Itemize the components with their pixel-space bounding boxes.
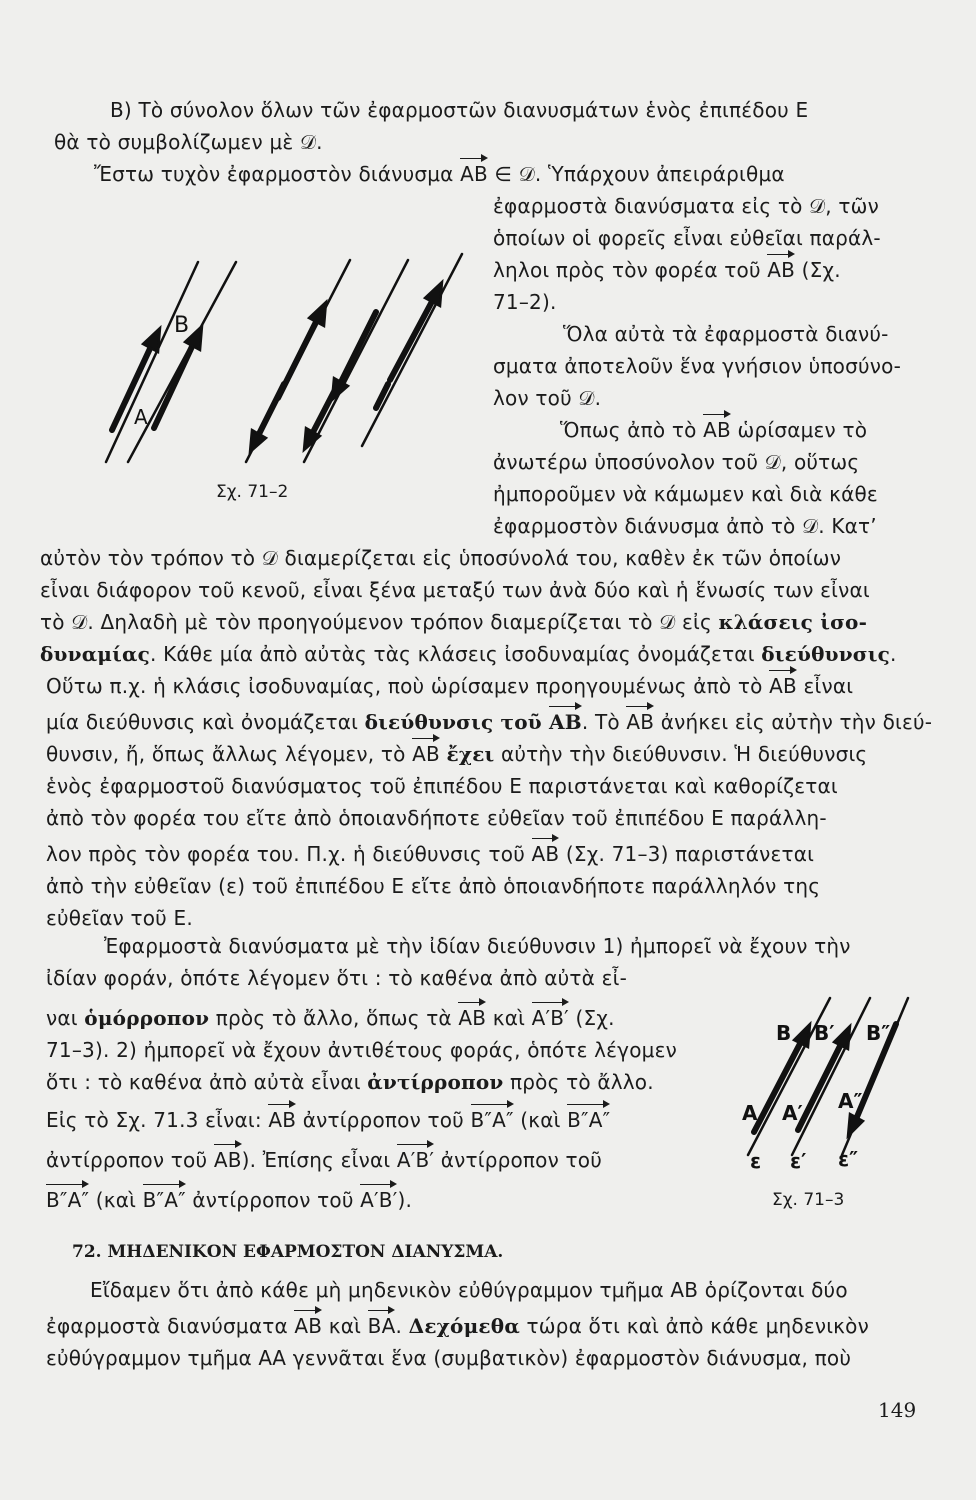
vector-B2A2: B″A″: [142, 1188, 186, 1212]
text-line: ἰδίαν φοράν, ὁπότε λέγομεν ὅτι : τὸ καθένα ἀπὸ αὐτὰ εἶ-: [46, 966, 627, 990]
arrowhead-down-icon: [250, 430, 266, 452]
text-line: Ὅλα αὐτὰ τὰ ἐφαρμοστὰ διανύ-: [563, 322, 889, 346]
arrowhead-up-icon: [425, 282, 442, 306]
text-line: ἐφαρμοστὸν διάνυσμα ἀπὸ τὸ 𝒟. Κατ’: [493, 514, 877, 538]
label-B2: B″: [866, 1021, 891, 1045]
vector-AB: AB: [460, 162, 488, 186]
text-line: ληλοι πρὸς τὸν φορέα τοῦ AB (Σχ.: [493, 258, 841, 282]
vector-AB: AB: [412, 742, 440, 766]
text-line: Β) Τὸ σύνολον ὅλων τῶν ἐφαρμοστῶν διανυσμάτων ἑνὸς ἐπιπέδου Ε: [110, 98, 809, 122]
text-line: ἠμποροῦμεν νὰ κάμωμεν καὶ διὰ κάθε: [493, 482, 878, 506]
section-heading: 72. ΜΗΔΕΝΙΚΟΝ ΕΦΑΡΜΟΣΤΟΝ ΔΙΑΝΥΣΜΑ.: [72, 1242, 504, 1262]
text-line: Εἴδαμεν ὅτι ἀπὸ κάθε μὴ μηδενικὸν εὐθύγραμμον τμῆμα ΑΒ ὁρίζονται δύο: [90, 1278, 848, 1302]
carrier-line: [304, 260, 408, 462]
text-line: ἀπὸ τὴν εὐθεῖαν (ε) τοῦ ἐπιπέδου Ε εἴτε ἀπὸ ὁποιανδήποτε παράλληλόν της: [46, 874, 821, 898]
text-line: Ἔστω τυχὸν ἐφαρμοστὸν διάνυσμα AB ∈ 𝒟. Ὑπάρχουν ἀπειράριθμα: [94, 162, 785, 186]
label-A: A: [134, 405, 148, 429]
text-line: ἀπὸ τὸν φορέα του εἴτε ἀπὸ ὁποιανδήποτε εὐθεῖαν τοῦ ἐπιπέδου Ε παράλλη-: [46, 806, 827, 830]
vector-shaft: [256, 384, 284, 440]
label-A2: A″: [838, 1089, 863, 1113]
vector-A1B1: A′B′: [396, 1148, 435, 1172]
carrier-line: [362, 254, 462, 446]
figure-caption: Σχ. 71–3: [772, 1190, 845, 1210]
vector-AB: AB: [531, 842, 560, 866]
text-line: εὐθύγραμμον τμῆμα ΑΑ γεννᾶται ἕνα (συμβατικὸν) ἐφαρμοστὸν διάνυσμα, ποὺ: [46, 1346, 852, 1370]
text-line: τὸ 𝒟. Δηλαδὴ μὲ τὸν προηγούμενον τρόπον διαμερίζεται τὸ 𝒟 εἰς κλάσεις ἰσο-: [40, 610, 868, 634]
label-e1: ε′: [790, 1149, 807, 1173]
text-line: λον τοῦ 𝒟.: [493, 386, 602, 410]
vector-shaft: [154, 338, 196, 428]
label-A1: A′: [782, 1101, 803, 1125]
vector-shaft: [338, 312, 376, 388]
figure-71-2: [70, 240, 490, 500]
vector-A1B1: A′B′: [531, 1006, 569, 1030]
text-line: δυναμίας. Κάθε μία ἀπὸ αὐτὰς τὰς κλάσεις ἰσοδυναμίας ὀνομάζεται διεύθυνσις.: [40, 642, 897, 666]
text-line: Ἐφαρμοστὰ διανύσματα μὲ τὴν ἰδίαν διεύθυνσιν 1) ἠμπορεῖ νὰ ἔχουν τὴν: [104, 934, 851, 958]
vector-shaft: [798, 1038, 844, 1130]
vector-AB: AB: [294, 1314, 323, 1338]
text-line: σματα ἀποτελοῦν ἕνα γνήσιον ὑποσύνο-: [493, 354, 901, 378]
vector-AB: AB: [213, 1148, 242, 1172]
text-line: λον πρὸς τὸν φορέα του. Π.χ. ἡ διεύθυνσις τοῦ AB (Σχ. 71–3) παριστάνεται: [46, 842, 815, 866]
text-line: ἐφαρμοστὰ διανύσματα AB καὶ BA. Δεχόμεθα τώρα ὅτι καὶ ἀπὸ κάθε μηδενικὸν: [46, 1314, 869, 1338]
vector-BA: BA: [367, 1314, 396, 1338]
label-B: B: [174, 313, 190, 338]
text-line: 71–2).: [493, 290, 557, 314]
page-number: 149: [878, 1398, 917, 1422]
arrowhead-down-icon: [848, 1114, 863, 1136]
vector-shaft: [390, 294, 436, 380]
text-line: B″A″ (καὶ B″A″ ἀντίρροπον τοῦ A′B′).: [46, 1188, 413, 1212]
text-line: ὁποίων οἱ φορεῖς εἶναι εὐθεῖαι παράλ-: [493, 226, 881, 250]
text-line: θὰ τὸ συμβολίζωμεν μὲ 𝒟.: [54, 130, 323, 154]
figure-caption: Σχ. 71–2: [216, 482, 289, 502]
text-line: εὐθεῖαν τοῦ Ε.: [46, 906, 193, 930]
text-line: Οὕτω π.χ. ἡ κλάσις ἰσοδυναμίας, ποὺ ὡρίσαμεν προηγουμένως ἀπὸ τὸ AB εἶναι: [46, 674, 854, 698]
text-line: ἀνωτέρω ὑποσύνολον τοῦ 𝒟, οὕτως: [493, 450, 860, 474]
text-line: Εἰς τὸ Σχ. 71.3 εἶναι: AB ἀντίρροπον τοῦ B″A″ (καὶ B″A″: [46, 1108, 611, 1132]
vector-shaft: [310, 384, 338, 438]
vector-B2A2: B″A″: [470, 1108, 514, 1132]
text-line: ναι ὁμόρροπον πρὸς τὸ ἄλλο, ὅπως τὰ AB καὶ A′B′ (Σχ.: [46, 1006, 615, 1030]
text-line: μία διεύθυνσις καὶ ὀνομάζεται διεύθυνσις τοῦ AB. Τὸ AB ἀνήκει εἰς αὐτὴν τὴν διεύ-: [46, 710, 933, 734]
label-B: B: [776, 1021, 792, 1045]
vector-A1B1: A′B′: [360, 1188, 398, 1212]
vector-shaft: [112, 340, 154, 430]
vector-AB: AB: [626, 710, 655, 734]
label-A: A: [742, 1101, 758, 1125]
text-line: εἶναι διάφορον τοῦ κενοῦ, εἶναι ξένα μεταξύ των ἀνὰ δύο καὶ ἡ ἕνωσίς των εἶναι: [40, 578, 870, 602]
text-line: αὐτὸν τὸν τρόπον τὸ 𝒟 διαμερίζεται εἰς ὑποσύνολά του, καθὲν ἐκ τῶν ὁποίων: [40, 546, 842, 570]
vector-B2A2: B″A″: [567, 1108, 611, 1132]
vector-AB: AB: [767, 258, 796, 282]
text-line: ἀντίρροπον τοῦ AB). Ἐπίσης εἶναι A′B′ ἀντίρροπον τοῦ: [46, 1148, 602, 1172]
text-line: θυνσιν, ἤ, ὅπως ἄλλως λέγομεν, τὸ AB ἔχει αὐτὴν τὴν διεύθυνσιν. Ἡ διεύθυνσις: [46, 742, 868, 766]
vector-AB: AB: [769, 674, 797, 698]
vector-AB: AB: [703, 418, 731, 442]
label-B1: B′: [814, 1021, 835, 1045]
vector-AB: AB: [549, 710, 582, 734]
vector-shaft: [376, 384, 388, 408]
text-line: ἐφαρμοστὰ διανύσματα εἰς τὸ 𝒟, τῶν: [493, 194, 879, 218]
arrowhead-up-icon: [143, 328, 160, 352]
text-line: ὅτι : τὸ καθένα ἀπὸ αὐτὰ εἶναι ἀντίρροπον πρὸς τὸ ἄλλο.: [46, 1070, 654, 1094]
arrowhead-up-icon: [309, 302, 326, 326]
label-e: ε: [750, 1149, 762, 1173]
vector-AB: AB: [458, 1006, 487, 1030]
vector-AB: AB: [268, 1108, 297, 1132]
text-line: 71–3). 2) ἠμπορεῖ νὰ ἔχουν ἀντιθέτους φοράς, ὁπότε λέγομεν: [46, 1038, 677, 1062]
text-line: ἑνὸς ἐφαρμοστοῦ διανύσματος τοῦ ἐπιπέδου Ε παριστάνεται καὶ καθορίζεται: [46, 774, 838, 798]
label-e2: ε″: [838, 1147, 859, 1171]
figure-71-3: [730, 990, 920, 1190]
vector-B2A2: B″A″: [46, 1188, 90, 1212]
arrowhead-up-icon: [834, 1026, 850, 1049]
arrowhead-up-icon: [794, 1024, 810, 1047]
text-line: Ὅπως ἀπὸ τὸ AB ὡρίσαμεν τὸ: [560, 418, 868, 442]
